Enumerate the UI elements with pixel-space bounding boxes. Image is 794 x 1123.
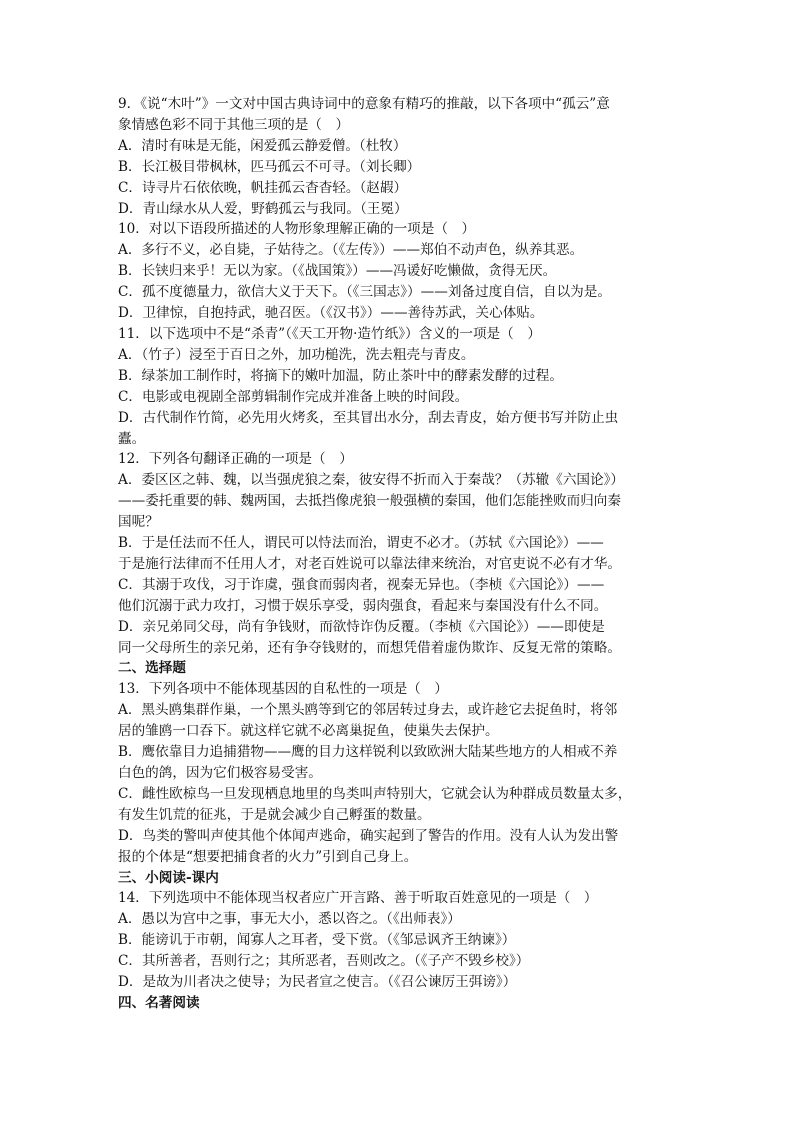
text-line: 于是施行法律而不任用人才，对老百姓说可以靠法律来统治，对官吏说不必有才华。 xyxy=(118,555,621,572)
text-line: B．能谤讥于市朝，闻寡人之耳者，受下赏。（《邹忌讽齐王纳谏》） xyxy=(118,932,516,949)
text-line: A．多行不义，必自毙，子姑待之。（《左传》）——郑伯不动声色，纵养其恶。 xyxy=(118,242,584,259)
text-line: 白色的鸽，因为它们极容易受害。 xyxy=(118,765,322,781)
text-line: B．于是任法而不任人，谓民可以恃法而治，谓吏不必才。（苏轼《六国论》）—— xyxy=(118,535,604,552)
text-line: 报的个体是“想要把捕食者的火力”引到自己身上。 xyxy=(118,848,418,865)
document-page xyxy=(118,94,684,1014)
text-line: 有发生饥荒的征兆，于是就会减少自己孵蛋的数量。 xyxy=(118,806,431,823)
text-line: C．雌性欧椋鸟一旦发现栖息地里的鸟类叫声特别大，它就会认为种群成员数量太多， xyxy=(118,785,632,802)
text-line: B．鹰依靠目力追捕猎物——鹰的目力这样锐利以致欧洲大陆某些地方的人相戒不养 xyxy=(118,744,618,761)
text-line: B．长江极目带枫林，匹马孤云不可寻。（刘长卿） xyxy=(118,158,421,175)
text-line: A．愚以为宫中之事，事无大小，悉以咨之。（《出师表》） xyxy=(118,911,461,928)
text-line: D．是故为川者决之使导；为民者宣之使言。（《召公谏厉王弭谤》） xyxy=(118,974,517,991)
text-line: D．卫律惊，自抱持武，驰召医。（《汉书》）——善待苏武，关心体贴。 xyxy=(118,305,544,322)
text-line: 他们沉溺于武力攻打，习惯于娱乐享受，弱肉强食，看起来与秦国没有什么不同。 xyxy=(118,597,608,614)
section-heading: 三、小阅读-课内 xyxy=(118,869,219,886)
text-line: ——委托重要的韩、魏两国，去抵挡像虎狼一般强横的秦国，他们怎能挫败而归向秦 xyxy=(118,493,621,510)
text-line: B．绿茶加工制作时，将摘下的嫩叶加温，防止茶叶中的酵素发酵的过程。 xyxy=(118,367,563,384)
text-line: 同一父母所生的亲兄弟，还有争夺钱财的，而想凭借着虚伪欺诈、反复无常的策略。 xyxy=(118,639,621,656)
text-line: C．电影或电视剧全部剪辑制作完成并准备上映的时间段。 xyxy=(118,388,469,405)
text-line: 13．下列各项中不能体现基因的自私性的一项是（ ） xyxy=(118,681,448,698)
section-heading: 四、名著阅读 xyxy=(118,994,200,1011)
section-heading: 二、选择题 xyxy=(118,660,186,677)
text-line: C．诗寻片石依依晚，帆挂孤云杳杳轻。（赵嘏） xyxy=(118,179,408,196)
text-line: C．其溺于攻伐，习于诈虞，强食而弱肉者，视秦无异也。（李桢《六国论》）—— xyxy=(118,576,605,593)
text-line: A．（竹子）浸至于百日之外，加功槌洗，洗去粗壳与青皮。 xyxy=(118,346,475,363)
text-line: 蠹。 xyxy=(118,430,146,447)
text-line: 11．以下选项中不是“杀青”（《天工开物·造竹纸》）含义的一项是（ ） xyxy=(118,325,541,342)
text-line: D．古代制作竹简，必先用火烤炙，至其冒出水分，刮去青皮，始方便书写并防止虫 xyxy=(118,409,619,426)
text-line: A．清时有味是无能，闲爱孤云静爱僧。（杜牧） xyxy=(118,137,407,154)
text-line: 10．对以下语段所描述的人物形象理解正确的一项是（ ） xyxy=(118,221,476,238)
text-line: 居的雏鸥一口吞下。就这样它就不必离巢捉鱼，使巢失去保护。 xyxy=(118,723,499,740)
text-line: D．鸟类的警叫声使其他个体闻声逃命，确实起到了警告的作用。没有人认为发出警 xyxy=(118,827,619,844)
text-line: 14．下列选项中不能体现当权者应广开言路、善于听取百姓意见的一项是（ ） xyxy=(118,890,598,907)
text-line: 国呢？ xyxy=(118,514,159,531)
text-line: B．长铗归来乎！无以为家。（《战国策》）——冯谖好吃懒做，贪得无厌。 xyxy=(118,263,557,280)
text-line: C．孤不度德量力，欲信大义于天下。（《三国志》）——刘备过度自信，自以为是。 xyxy=(118,284,611,301)
text-line: 12．下列各句翻译正确的一项是（ ） xyxy=(118,451,353,468)
text-line: 象情感色彩不同于其他三项的是（ ） xyxy=(118,116,350,133)
text-line: C．其所善者，吾则行之；其所恶者，吾则改之。（《子产不毁乡校》） xyxy=(118,953,530,970)
text-line: D．青山绿水从人爱，野鹤孤云与我同。（王冕） xyxy=(118,200,408,217)
text-line: D．亲兄弟同父母，尚有争钱财，而欲恃诈伪反覆。（李桢《六国论》）——即使是 xyxy=(118,618,605,635)
text-line: A．委区区之韩、魏，以当强虎狼之秦，彼安得不折而入于秦哉？（苏辙《六国论》） xyxy=(118,472,624,489)
text-line: A．黑头鸥集群作巢，一个黑头鸥等到它的邻居转过身去，或许趁它去捉鱼时，将邻 xyxy=(118,702,618,719)
text-line: 9．《说“木叶”》一文对中国古典诗词中的意象有精巧的推敲，以下各项中“孤云”意 xyxy=(118,96,610,112)
